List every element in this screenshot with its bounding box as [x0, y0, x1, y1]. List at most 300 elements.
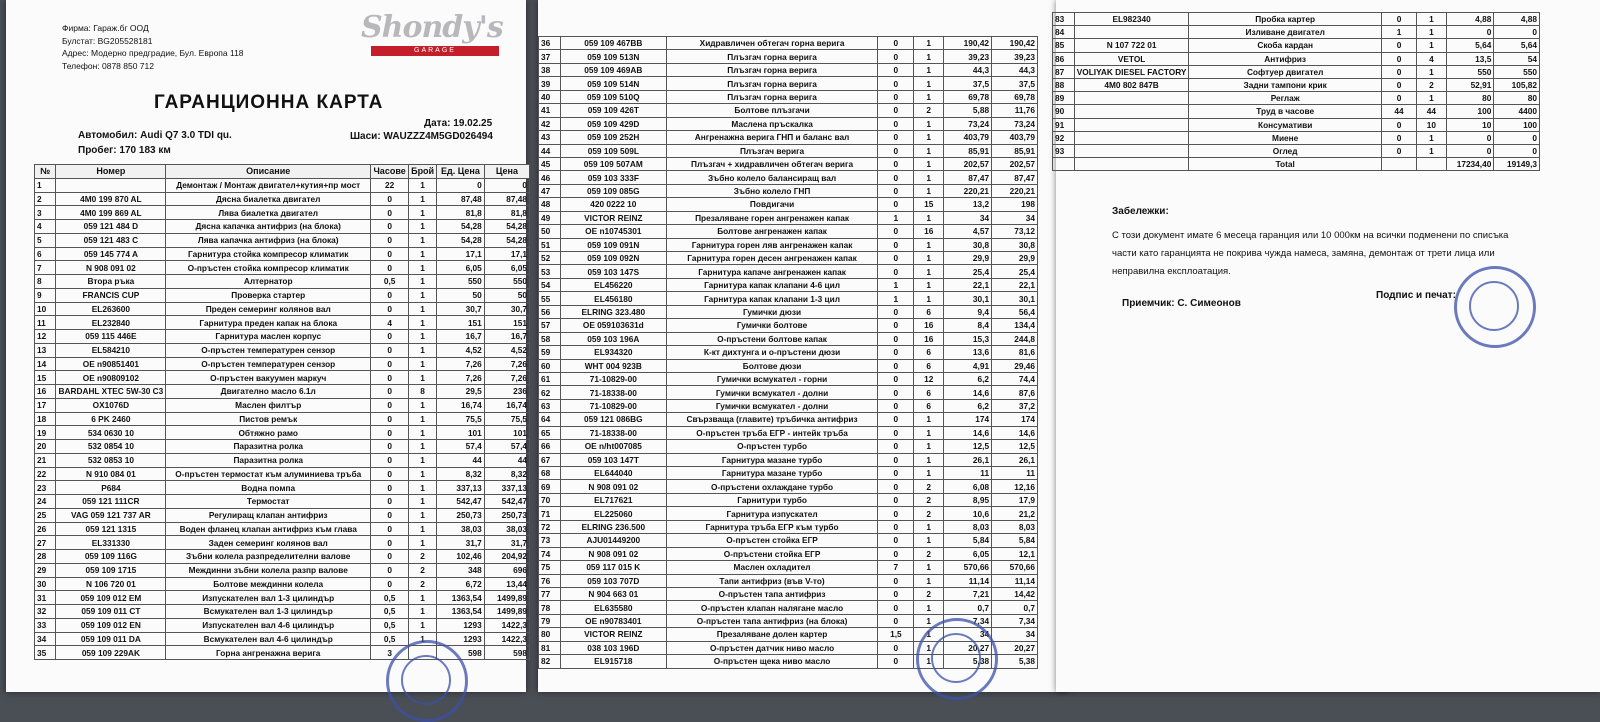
row-unit-price: 22,1: [944, 278, 992, 291]
row-hours: 0: [878, 104, 914, 117]
row-unit-price: 403,79: [944, 131, 992, 144]
row-description: Консумативи: [1189, 118, 1381, 131]
row-qty: 1: [409, 398, 437, 412]
row-price: 11,76: [992, 104, 1038, 117]
row-qty: 1: [914, 561, 944, 574]
row-unit-price: 542,47: [437, 495, 485, 509]
company-address: Адрес: Модерно предградие, Бул. Европа 118: [62, 48, 244, 58]
row-qty: 1: [409, 233, 437, 247]
document-date: Дата: 19.02.25: [424, 118, 493, 129]
row-description: Дясна биалетка двигател: [166, 192, 371, 206]
row-price: 4,52: [484, 343, 529, 357]
table-row: [539, 359, 1038, 372]
row-no: 10: [35, 302, 56, 316]
row-qty: 1: [409, 508, 437, 522]
row-no: 73: [539, 534, 561, 547]
row-description: О-пръстени болтове капак: [666, 332, 878, 345]
row-description: Гарнитура капак клапани 1-3 цил: [666, 292, 878, 305]
row-unit-price: 75,5: [437, 412, 485, 426]
row-price: 542,47: [484, 495, 529, 509]
row-no: 69: [539, 480, 561, 493]
row-part-number: 534 0630 10: [56, 426, 166, 440]
row-no: 68: [539, 467, 561, 480]
row-price: 21,2: [992, 507, 1038, 520]
row-price: 39,23: [992, 50, 1038, 63]
row-unit-price: 10: [1446, 118, 1494, 131]
row-hours: 0: [878, 63, 914, 76]
table-row: [1053, 78, 1540, 91]
row-description: Реглаж: [1189, 92, 1381, 105]
row-description: О-пръстен вакуумен маркуч: [166, 371, 371, 385]
row-unit-price: 50: [437, 288, 485, 302]
row-hours: 1: [878, 292, 914, 305]
row-description: Презаляване долен картер: [666, 628, 878, 641]
row-unit-price: 34: [944, 628, 992, 641]
row-description: О-пръстен тръба ЕГР - интейк тръба: [666, 426, 878, 439]
row-unit-price: 7,26: [437, 371, 485, 385]
row-part-number: N 107 722 01: [1074, 39, 1189, 52]
row-price: 54,28: [484, 233, 529, 247]
row-hours: 0: [878, 641, 914, 654]
row-unit-price: 202,57: [944, 157, 992, 170]
row-unit-price: 44: [437, 453, 485, 467]
row-hours: 0: [878, 90, 914, 103]
row-unit-price: 29,9: [944, 252, 992, 265]
row-price: 101: [484, 426, 529, 440]
table-header: [35, 165, 530, 179]
row-hours: 0: [878, 453, 914, 466]
row-hours: 0: [878, 359, 914, 372]
row-part-number: 059 109 514N: [560, 77, 666, 90]
company-stamp: [386, 640, 468, 722]
row-part-number: 059 103 147T: [560, 453, 666, 466]
row-unit-price: 7,21: [944, 587, 992, 600]
table-row: [539, 319, 1038, 332]
row-hours: 0: [878, 587, 914, 600]
row-part-number: 059 109 507AM: [560, 157, 666, 170]
total-row: [1053, 158, 1540, 171]
row-no: 64: [539, 413, 561, 426]
row-part-number: 059 121 086BG: [560, 413, 666, 426]
row-qty: 1: [1417, 92, 1446, 105]
row-hours: 0: [878, 77, 914, 90]
row-price: 550: [484, 275, 529, 289]
row-qty: 4: [1417, 52, 1446, 65]
row-part-number: [1074, 92, 1189, 105]
row-unit-price: 6,2: [944, 372, 992, 385]
row-unit-price: 12,5: [944, 440, 992, 453]
row-description: Маслен филтър: [166, 398, 371, 412]
row-part-number: OX1076D: [56, 398, 166, 412]
row-unit-price: 20,27: [944, 641, 992, 654]
row-description: Гарнитура капак клапани 4-6 цил: [666, 278, 878, 291]
row-unit-price: 13,5: [1446, 52, 1494, 65]
row-part-number: ELRING 236.500: [560, 520, 666, 533]
row-description: Презаляване горен ангренажен капак: [666, 211, 878, 224]
row-unit-price: 11,14: [944, 574, 992, 587]
garage-logo: [361, 10, 511, 56]
row-no: 70: [539, 493, 561, 506]
row-description: Ангренажна верига ГНП и баланс вал: [666, 131, 878, 144]
row-price: 0: [484, 178, 529, 192]
row-no: 48: [539, 198, 561, 211]
row-hours: 1: [1381, 26, 1416, 39]
row-qty: 1: [409, 522, 437, 536]
row-description: Гумички болтове: [666, 319, 878, 332]
row-qty: 1: [409, 178, 437, 192]
row-hours: 0: [878, 144, 914, 157]
row-description: Гарнитура мазане турбо: [666, 467, 878, 480]
row-qty: 2: [409, 550, 437, 564]
row-qty: 1: [914, 77, 944, 90]
row-hours: 0: [371, 371, 409, 385]
row-price: 75,5: [484, 412, 529, 426]
row-hours: 0: [1381, 65, 1416, 78]
row-price: 87,6: [992, 386, 1038, 399]
row-part-number: 059 109 012 EN: [56, 618, 166, 632]
table-row: [539, 386, 1038, 399]
row-description: О-пръстен турбо: [666, 440, 878, 453]
table-row: [35, 481, 530, 495]
row-part-number: ELRING 323.480: [560, 305, 666, 318]
row-description: Оглед: [1189, 144, 1381, 157]
row-hours: 0: [1381, 131, 1416, 144]
row-part-number: N 910 084 01: [56, 467, 166, 481]
row-hours: 0,5: [371, 618, 409, 632]
row-part-number: 059 103 196A: [560, 332, 666, 345]
row-part-number: 059 121 1315: [56, 522, 166, 536]
row-unit-price: 52,91: [1446, 78, 1494, 91]
row-price: 403,79: [992, 131, 1038, 144]
row-unit-price: 54,28: [437, 220, 485, 234]
row-price: 105,82: [1494, 78, 1540, 91]
table-row: [539, 238, 1038, 251]
row-qty: 1: [409, 536, 437, 550]
row-unit-price: 73,24: [944, 117, 992, 130]
row-part-number: WHT 004 923B: [560, 359, 666, 372]
row-price: 25,4: [992, 265, 1038, 278]
row-part-number: 059 145 774 A: [56, 247, 166, 261]
row-no: 39: [539, 77, 561, 90]
row-no: 74: [539, 547, 561, 560]
row-qty: 1: [409, 371, 437, 385]
company-name: Фирма: Гараж.бг ООД: [62, 23, 149, 33]
row-part-number: N 106 720 01: [56, 577, 166, 591]
row-part-number: 059 109 467BB: [560, 37, 666, 50]
row-part-number: 059 103 147S: [560, 265, 666, 278]
row-unit-price: 14,6: [944, 426, 992, 439]
row-hours: 7: [878, 561, 914, 574]
row-no: 45: [539, 157, 561, 170]
notes-line-3: неправилна експлоатация.: [1112, 266, 1231, 277]
row-unit-price: 85,91: [944, 144, 992, 157]
row-part-number: 059 109 091N: [560, 238, 666, 251]
row-description: Воден фланец клапан антифриз към глава: [166, 522, 371, 536]
row-no: 54: [539, 278, 561, 291]
row-unit-price: 8,95: [944, 493, 992, 506]
row-qty: 1: [914, 641, 944, 654]
row-price: 16,74: [484, 398, 529, 412]
row-hours: 0: [878, 574, 914, 587]
row-qty: 1: [409, 412, 437, 426]
row-qty: 1: [914, 453, 944, 466]
row-no: 93: [1053, 144, 1075, 157]
row-description: Антифриз: [1189, 52, 1381, 65]
table-row: [35, 632, 530, 646]
row-no: 60: [539, 359, 561, 372]
table-row: [1053, 92, 1540, 105]
row-qty: 1: [914, 440, 944, 453]
row-part-number: VETOL: [1074, 52, 1189, 65]
table-row: [35, 577, 530, 591]
row-hours: 0: [371, 247, 409, 261]
row-unit-price: 102,46: [437, 550, 485, 564]
row-hours: 0: [1381, 78, 1416, 91]
row-hours: 0: [371, 440, 409, 454]
company-phone: Телефон: 0878 850 712: [62, 60, 154, 71]
row-part-number: AJU01449200: [560, 534, 666, 547]
row-part-number: OE n90809102: [56, 371, 166, 385]
row-hours: 0: [371, 467, 409, 481]
row-hours: 0: [371, 261, 409, 275]
row-part-number: N 908 091 02: [560, 480, 666, 493]
row-description: О-пръстен щека ниво масло: [666, 655, 878, 668]
table-row: [539, 480, 1038, 493]
row-qty: 1: [914, 144, 944, 157]
row-description: Изпускателен вал 1-3 цилиндър: [166, 591, 371, 605]
row-price: 50: [484, 288, 529, 302]
row-hours: 0: [1381, 144, 1416, 157]
row-price: 14,6: [992, 426, 1038, 439]
row-no: 30: [35, 577, 56, 591]
row-part-number: 059 115 446E: [56, 330, 166, 344]
row-price: 8,32: [484, 467, 529, 481]
row-no: 7: [35, 261, 56, 275]
row-unit-price: 174: [944, 413, 992, 426]
table-row: [35, 398, 530, 412]
col-description: Описание: [166, 165, 371, 179]
row-qty: 1: [409, 192, 437, 206]
table-row: [539, 534, 1038, 547]
row-unit-price: 44,3: [944, 63, 992, 76]
row-qty: 2: [914, 587, 944, 600]
row-hours: 0: [878, 198, 914, 211]
row-qty: 16: [914, 332, 944, 345]
row-price: 37,5: [992, 77, 1038, 90]
row-unit-price: 25,4: [944, 265, 992, 278]
row-unit-price: 5,84: [944, 534, 992, 547]
row-hours: 1: [878, 278, 914, 291]
row-qty: 1: [1417, 131, 1446, 144]
row-part-number: 059 121 483 C: [56, 233, 166, 247]
table-row: [539, 346, 1038, 359]
table-row: [35, 343, 530, 357]
row-description: Изпускателен вал 4-6 цилиндър: [166, 618, 371, 632]
row-description: Повдигачи: [666, 198, 878, 211]
row-hours: 0: [371, 522, 409, 536]
table-row: [35, 605, 530, 619]
row-part-number: 059 109 011 CT: [56, 605, 166, 619]
row-unit-price: 80: [1446, 92, 1494, 105]
row-no: 23: [35, 481, 56, 495]
row-no: 77: [539, 587, 561, 600]
row-part-number: 4M0 199 870 AL: [56, 192, 166, 206]
table-row: [35, 591, 530, 605]
document-page-3: [1056, 0, 1600, 692]
row-part-number: 059 109 426T: [560, 104, 666, 117]
table-row: [35, 357, 530, 371]
row-description: Пробка картер: [1189, 13, 1381, 26]
row-part-number: 059 109 085G: [560, 184, 666, 197]
row-description: О-пръстен клапан налягане масло: [666, 601, 878, 614]
row-qty: 1: [409, 316, 437, 330]
row-unit-price: 6,08: [944, 480, 992, 493]
table-row: [35, 275, 530, 289]
row-price: 22,1: [992, 278, 1038, 291]
row-no: 57: [539, 319, 561, 332]
row-price: 13,44: [484, 577, 529, 591]
row-description: Гарнитури турбо: [666, 493, 878, 506]
row-qty: 1: [914, 157, 944, 170]
car-model: Автомобил: Audi Q7 3.0 TDI qu.: [78, 130, 232, 141]
row-description: Водна помпа: [166, 481, 371, 495]
row-no: 44: [539, 144, 561, 157]
row-hours: 0: [878, 252, 914, 265]
row-description: Гумички всмукател - долни: [666, 386, 878, 399]
row-qty: 1: [409, 275, 437, 289]
row-price: 81,6: [992, 346, 1038, 359]
table-row: [539, 144, 1038, 157]
row-qty: 1: [914, 426, 944, 439]
row-unit-price: 4,88: [1446, 13, 1494, 26]
row-part-number: N 904 663 01: [560, 587, 666, 600]
row-qty: 16: [914, 319, 944, 332]
row-no: 36: [539, 37, 561, 50]
row-hours: 0: [371, 220, 409, 234]
logo-band: GARAGE: [371, 46, 499, 56]
document-title: ГАРАНЦИОННА КАРТА: [154, 92, 384, 113]
row-qty: 1: [914, 655, 944, 668]
row-no: 92: [1053, 131, 1075, 144]
row-qty: 1: [914, 63, 944, 76]
table-row: [539, 117, 1038, 130]
row-qty: 1: [409, 357, 437, 371]
row-price: 1422,3: [484, 632, 529, 646]
row-unit-price: 0: [437, 178, 485, 192]
table-row: [35, 247, 530, 261]
row-part-number: 059 109 011 DA: [56, 632, 166, 646]
row-hours: 4: [371, 316, 409, 330]
row-no: 47: [539, 184, 561, 197]
row-unit-price: 5,88: [944, 104, 992, 117]
row-no: 49: [539, 211, 561, 224]
row-no: 71: [539, 507, 561, 520]
row-no: 81: [539, 641, 561, 654]
row-no: 58: [539, 332, 561, 345]
table-row: [1053, 131, 1540, 144]
row-part-number: [1074, 118, 1189, 131]
table-row: [1053, 39, 1540, 52]
row-description: Гарнитура капаче ангренажен капак: [666, 265, 878, 278]
row-description: Гарнитура тръба ЕГР към турбо: [666, 520, 878, 533]
row-description: Горна ангренажна верига: [166, 646, 371, 660]
row-no: 40: [539, 90, 561, 103]
row-hours: 0: [878, 413, 914, 426]
table-row: [539, 520, 1038, 533]
row-hours: 1,5: [878, 628, 914, 641]
row-part-number: VICTOR REINZ: [560, 211, 666, 224]
row-hours: 0: [878, 520, 914, 533]
table-row: [1053, 52, 1540, 65]
row-qty: 1: [914, 413, 944, 426]
row-part-number: [56, 178, 166, 192]
row-description: О-пръстен термостат към алуминиева тръба: [166, 467, 371, 481]
row-no: 62: [539, 386, 561, 399]
row-description: Зъбно колело ГНП: [666, 184, 878, 197]
row-description: Термостат: [166, 495, 371, 509]
row-description: Плъзгач горна верига: [666, 63, 878, 76]
company-bulstat: Булстат: BG205528181: [62, 35, 153, 46]
row-unit-price: 38,03: [437, 522, 485, 536]
row-part-number: EL584210: [56, 343, 166, 357]
row-hours: 0: [878, 225, 914, 238]
row-qty: 1: [914, 50, 944, 63]
table-row: [35, 316, 530, 330]
row-unit-price: 1363,54: [437, 591, 485, 605]
row-no: 84: [1053, 26, 1075, 39]
row-no: 6: [35, 247, 56, 261]
row-qty: 1: [409, 481, 437, 495]
row-qty: 1: [409, 220, 437, 234]
row-unit-price: 8,32: [437, 467, 485, 481]
row-part-number: OE 059103631d: [560, 319, 666, 332]
row-description: О-пръстен температурен сензор: [166, 357, 371, 371]
row-part-number: OE n10745301: [560, 225, 666, 238]
row-price: 1499,89: [484, 591, 529, 605]
row-hours: 44: [1381, 105, 1416, 118]
table-row: [539, 372, 1038, 385]
row-qty: 1: [409, 247, 437, 261]
row-no: 37: [539, 50, 561, 63]
table-row: [539, 157, 1038, 170]
row-price: 12,1: [992, 547, 1038, 560]
row-part-number: 059 109 429D: [560, 117, 666, 130]
table-row: [539, 561, 1038, 574]
row-no: 87: [1053, 65, 1075, 78]
row-description: Заден семеринг колянов вал: [166, 536, 371, 550]
row-description: Плъзгач горна верига: [666, 50, 878, 63]
row-qty: 6: [914, 305, 944, 318]
row-unit-price: 8,03: [944, 520, 992, 533]
row-qty: 1: [914, 628, 944, 641]
row-qty: 1: [914, 534, 944, 547]
row-unit-price: 101: [437, 426, 485, 440]
row-price: 5,38: [992, 655, 1038, 668]
row-unit-price: 190,42: [944, 37, 992, 50]
row-no: 12: [35, 330, 56, 344]
row-unit-price: 6,72: [437, 577, 485, 591]
row-description: Маслен охладител: [666, 561, 878, 574]
row-description: Паразитна ролка: [166, 440, 371, 454]
row-price: 30,7: [484, 302, 529, 316]
row-qty: 1: [409, 495, 437, 509]
row-qty: 1: [409, 426, 437, 440]
row-qty: 1: [914, 90, 944, 103]
table-row: [539, 184, 1038, 197]
notes-section: [1112, 206, 1532, 281]
row-price: 100: [1494, 118, 1540, 131]
row-price: 550: [1494, 65, 1540, 78]
